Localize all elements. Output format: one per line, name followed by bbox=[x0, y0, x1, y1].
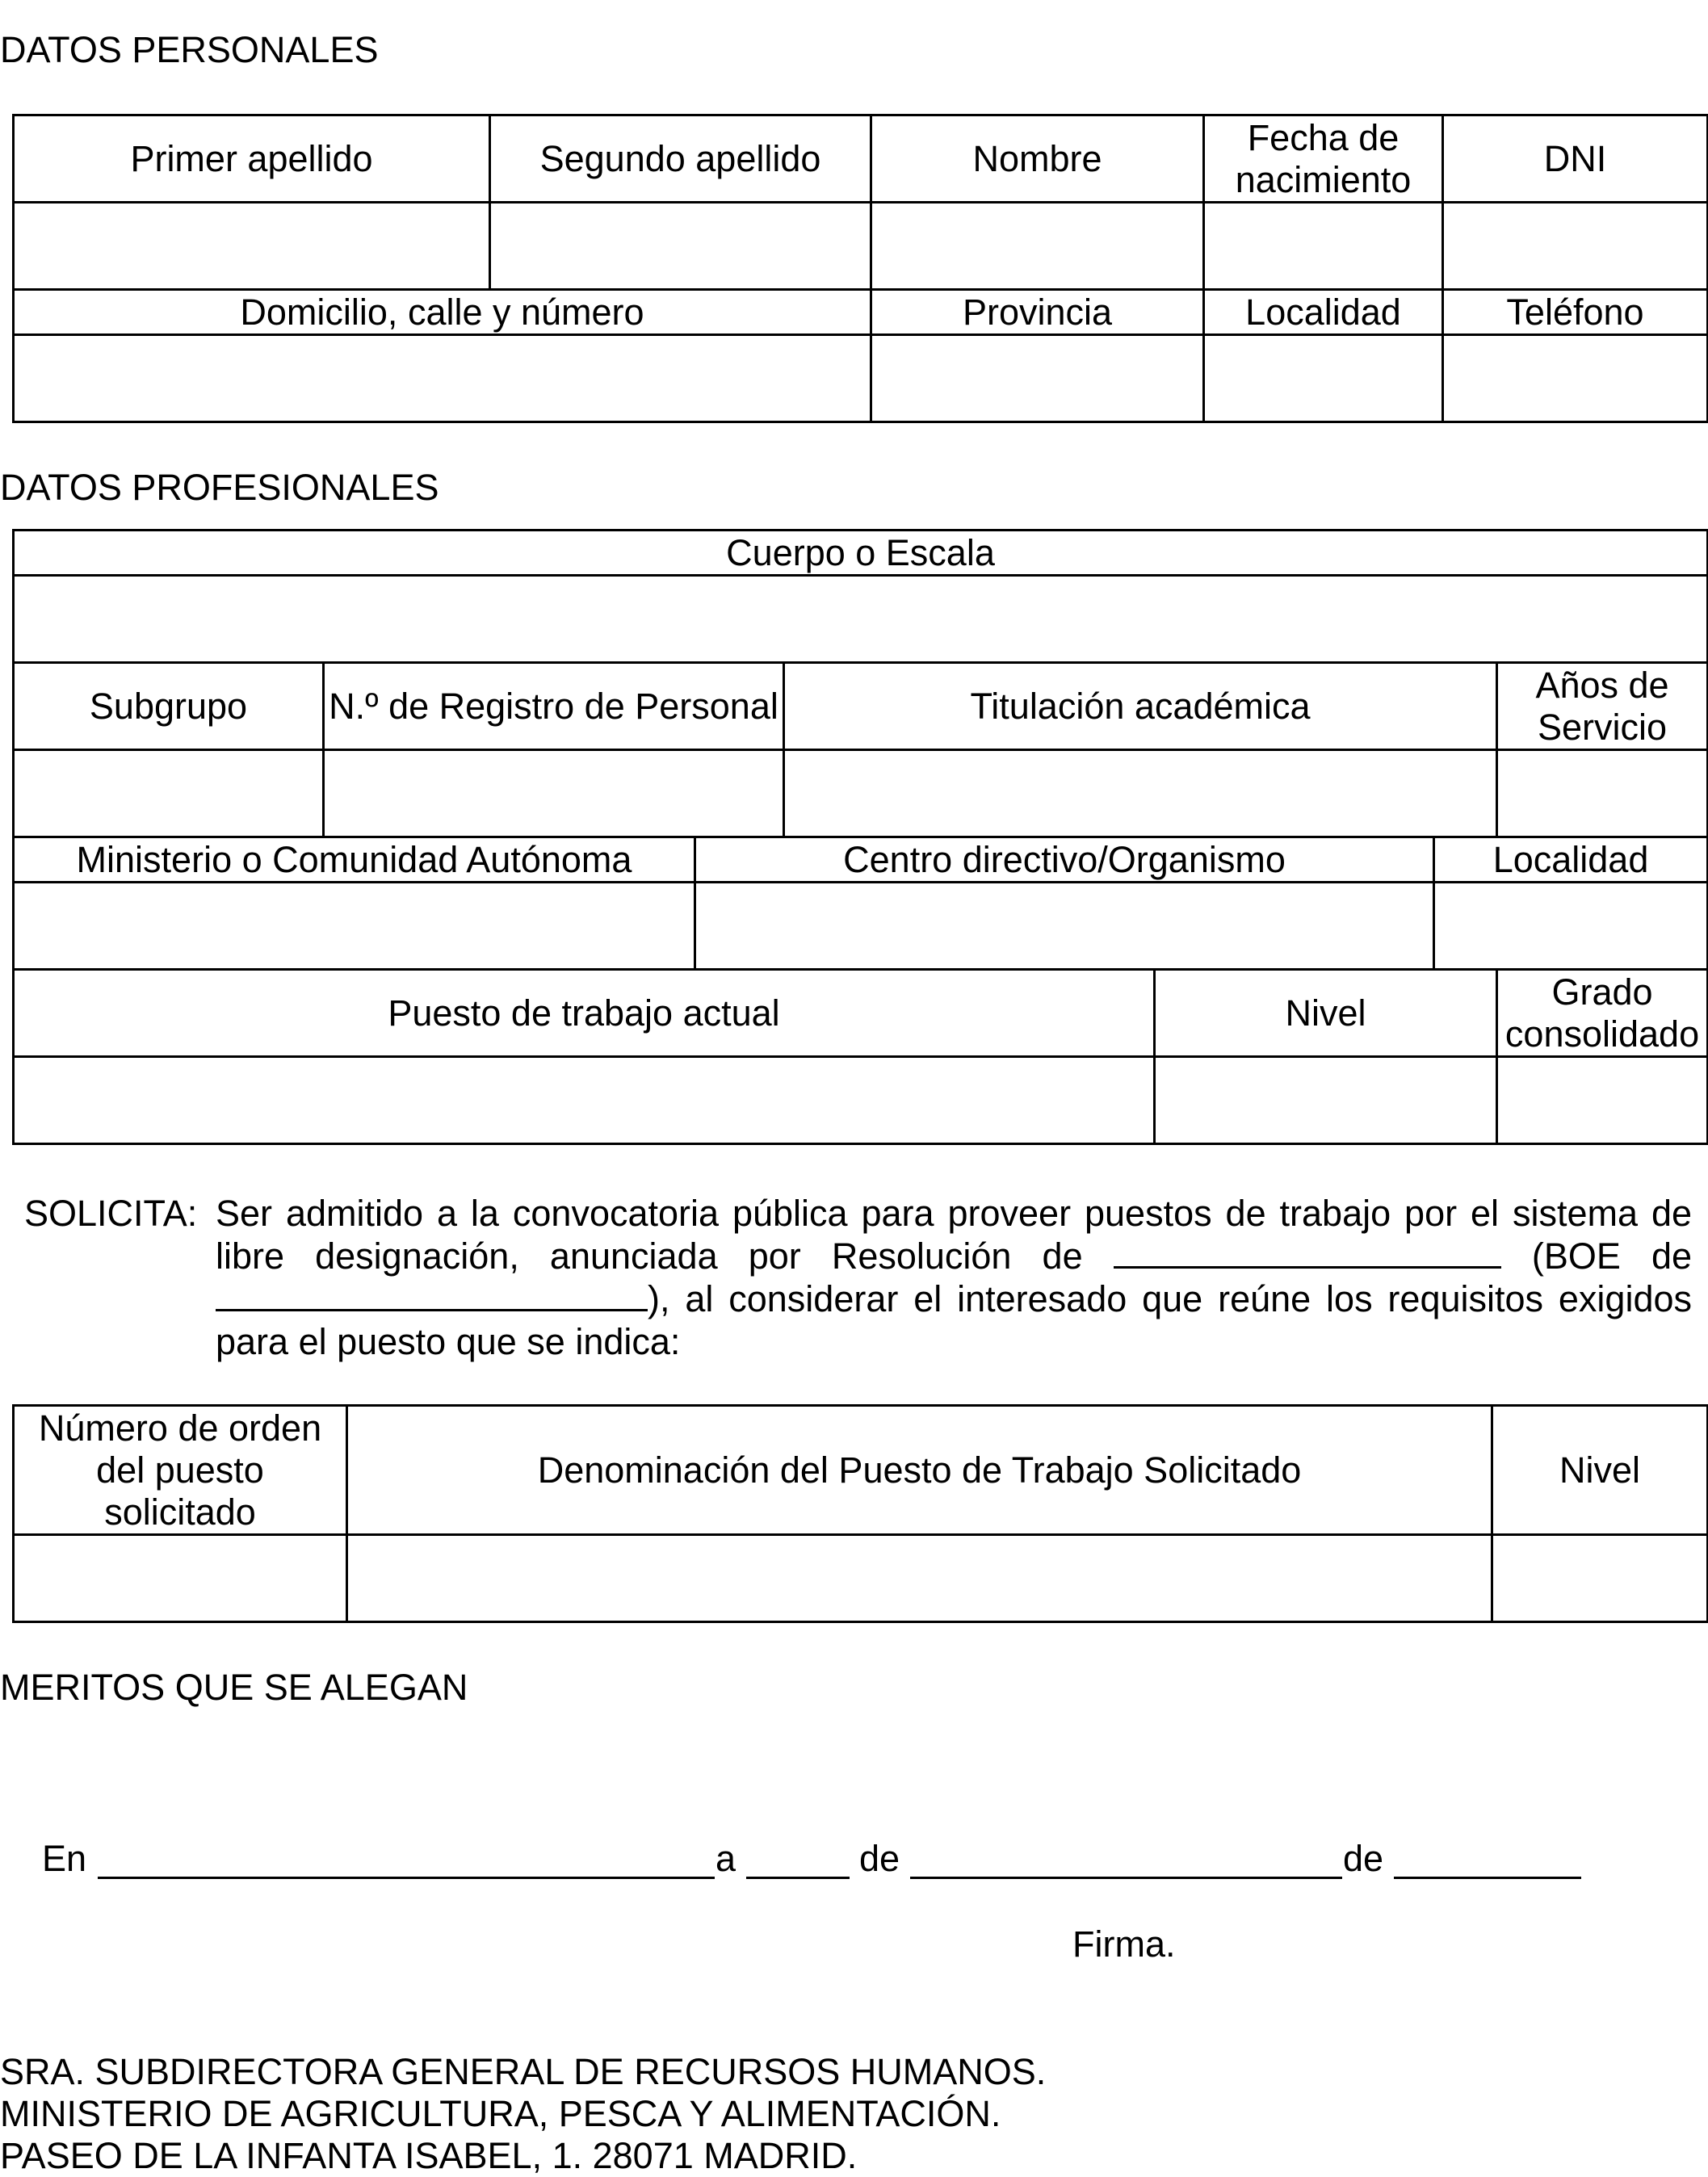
fecha-en-label: En bbox=[42, 1838, 87, 1879]
telefono-field[interactable] bbox=[1443, 335, 1708, 422]
header-puesto-actual: Puesto de trabajo actual bbox=[14, 970, 1155, 1057]
meritos-heading: MERITOS QUE SE ALEGAN bbox=[0, 1667, 468, 1708]
provincia-field[interactable] bbox=[871, 335, 1204, 422]
solicita-label: SOLICITA: bbox=[24, 1193, 198, 1234]
grado-consolidado-field[interactable] bbox=[1497, 1057, 1708, 1144]
header-primer-apellido: Primer apellido bbox=[14, 115, 490, 203]
subgrupo-field[interactable] bbox=[14, 750, 324, 837]
header-nivel-puesto: Nivel bbox=[1492, 1406, 1708, 1535]
localidad-field[interactable] bbox=[1204, 335, 1443, 422]
personal-heading: DATOS PERSONALES bbox=[0, 29, 379, 70]
centro-directivo-field[interactable] bbox=[695, 883, 1434, 970]
header-segundo-apellido: Segundo apellido bbox=[490, 115, 871, 203]
header-subgrupo: Subgrupo bbox=[14, 663, 324, 750]
header-numero-orden: Número de orden del puesto solicitado bbox=[14, 1406, 347, 1535]
puesto-table bbox=[12, 1404, 1708, 1623]
address-line-2: MINISTERIO DE AGRICULTURA, PESCA Y ALIMENTACIÓN. bbox=[0, 2093, 1001, 2134]
fecha-a-label: a bbox=[716, 1838, 736, 1879]
primer-apellido-field[interactable] bbox=[14, 203, 490, 290]
solicita-text-part2: (BOE de bbox=[1531, 1235, 1692, 1277]
denominacion-field[interactable] bbox=[347, 1535, 1492, 1622]
address-line-3: PASEO DE LA INFANTA ISABEL, 1. 28071 MADRID. bbox=[0, 2135, 858, 2176]
nivel-puesto-field[interactable] bbox=[1492, 1535, 1708, 1622]
anos-servicio-field[interactable] bbox=[1497, 750, 1708, 837]
nombre-field[interactable] bbox=[871, 203, 1204, 290]
titulacion-field[interactable] bbox=[784, 750, 1497, 837]
puesto-actual-field[interactable] bbox=[14, 1057, 1155, 1144]
header-fecha-nacimiento: Fecha de nacimiento bbox=[1204, 115, 1443, 203]
header-denominacion: Denominación del Puesto de Trabajo Solicitado bbox=[347, 1406, 1492, 1535]
firma-label: Firma. bbox=[1072, 1923, 1176, 1965]
header-telefono: Teléfono bbox=[1443, 290, 1708, 335]
header-localidad: Localidad bbox=[1204, 290, 1443, 335]
header-cuerpo-escala: Cuerpo o Escala bbox=[14, 531, 1708, 576]
header-nivel-prof: Nivel bbox=[1155, 970, 1497, 1057]
dni-field[interactable] bbox=[1443, 203, 1708, 290]
cuerpo-escala-field[interactable] bbox=[14, 576, 1708, 663]
header-titulacion: Titulación académica bbox=[784, 663, 1497, 750]
resolucion-date-field[interactable] bbox=[1114, 1237, 1501, 1269]
address-line-1: SRA. SUBDIRECTORA GENERAL DE RECURSOS HUMANOS. bbox=[0, 2051, 1047, 2092]
boe-date-field[interactable] bbox=[216, 1280, 648, 1311]
fecha-nacimiento-field[interactable] bbox=[1204, 203, 1443, 290]
fecha-de2-label: de bbox=[1343, 1838, 1384, 1879]
registro-personal-field[interactable] bbox=[324, 750, 784, 837]
professional-heading: DATOS PROFESIONALES bbox=[0, 467, 439, 508]
header-nombre: Nombre bbox=[871, 115, 1204, 203]
localidad-prof-field[interactable] bbox=[1434, 883, 1708, 970]
solicita-text-part3: ), al considerar el interesado que reúne los requisitos exigidos para el puesto que se indica: bbox=[216, 1278, 1692, 1362]
anio-field[interactable] bbox=[1394, 1877, 1581, 1879]
header-grado-consolidado: Grado consolidado bbox=[1497, 970, 1708, 1057]
header-anos-servicio: Años de Servicio bbox=[1497, 663, 1708, 750]
ministerio-field[interactable] bbox=[14, 883, 695, 970]
header-ministerio: Ministerio o Comunidad Autónoma bbox=[14, 837, 695, 883]
solicita-text-part1: Ser admitido a la convocatoria pública para proveer puestos de trabajo por el sistema de libre designación, anunciada por Resolución de bbox=[216, 1193, 1692, 1277]
header-centro-directivo: Centro directivo/Organismo bbox=[695, 837, 1434, 883]
header-localidad-prof: Localidad bbox=[1434, 837, 1708, 883]
mes-field[interactable] bbox=[910, 1877, 1342, 1879]
solicita-text bbox=[216, 1192, 1692, 1363]
header-domicilio: Domicilio, calle y número bbox=[14, 290, 871, 335]
lugar-field[interactable] bbox=[98, 1877, 715, 1879]
fecha-de1-label: de bbox=[859, 1838, 900, 1879]
header-registro-personal: N.º de Registro de Personal bbox=[324, 663, 784, 750]
header-dni: DNI bbox=[1443, 115, 1708, 203]
dia-field[interactable] bbox=[746, 1877, 850, 1879]
segundo-apellido-field[interactable] bbox=[490, 203, 871, 290]
numero-orden-field[interactable] bbox=[14, 1535, 347, 1622]
professional-table bbox=[12, 529, 1708, 1145]
domicilio-field[interactable] bbox=[14, 335, 871, 422]
personal-table bbox=[12, 114, 1708, 423]
header-provincia: Provincia bbox=[871, 290, 1204, 335]
nivel-prof-field[interactable] bbox=[1155, 1057, 1497, 1144]
